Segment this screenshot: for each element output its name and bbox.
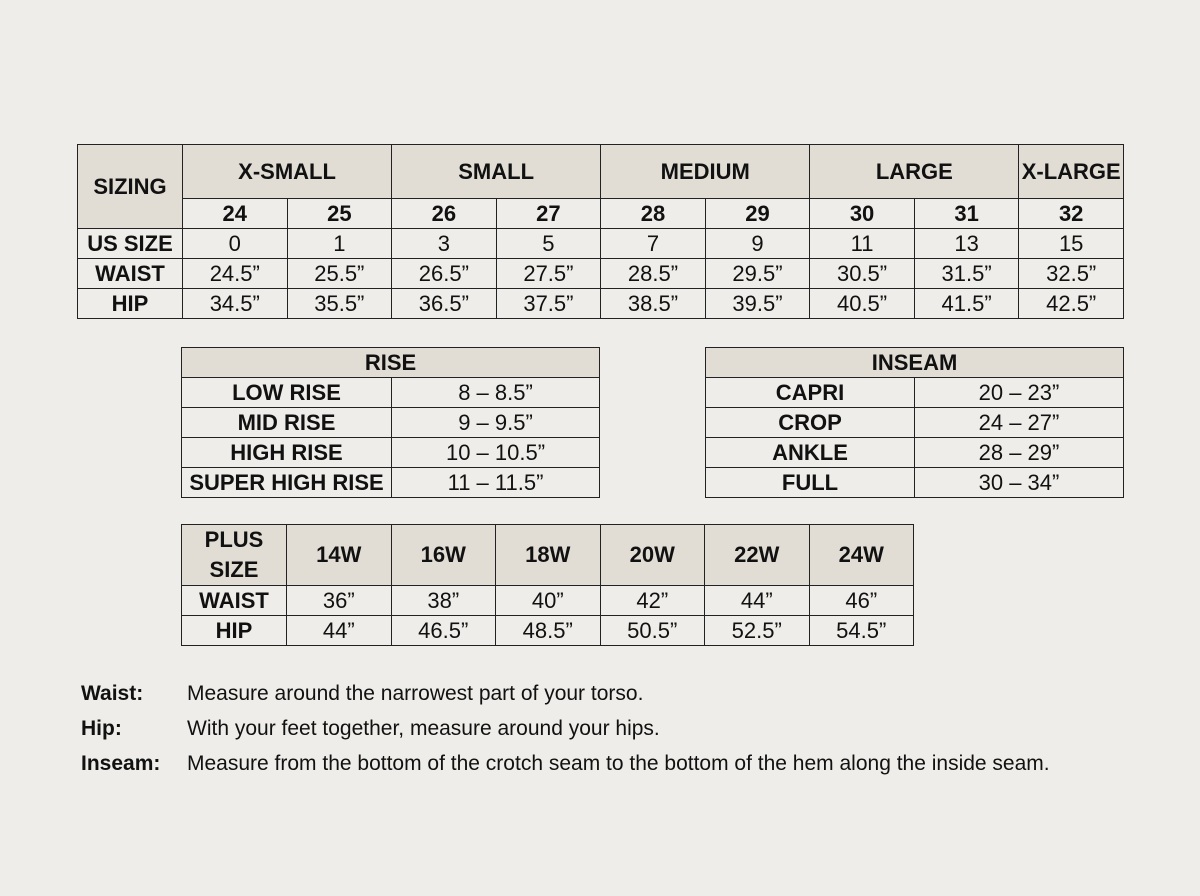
rise-title: RISE (182, 348, 600, 378)
note-term: Inseam: (81, 751, 161, 775)
table-cell: 34.5” (183, 289, 288, 319)
inseam-table (705, 347, 1124, 498)
table-cell: 1 (287, 229, 392, 259)
inseam-label: CAPRI (706, 378, 915, 408)
table-cell: 30.5” (810, 259, 915, 289)
table-cell: 13 (914, 229, 1019, 259)
table-cell: 54.5” (809, 616, 914, 646)
size-number: 28 (601, 199, 706, 229)
table-cell: 5 (496, 229, 601, 259)
inseam-value: 20 – 23” (915, 378, 1124, 408)
rise-value: 10 – 10.5” (392, 438, 600, 468)
table-cell: 36.5” (392, 289, 497, 319)
inseam-title: INSEAM (706, 348, 1124, 378)
table-cell: 3 (392, 229, 497, 259)
table-cell: 42.5” (1019, 289, 1124, 319)
table-cell: 36” (287, 586, 392, 616)
inseam-value: 24 – 27” (915, 408, 1124, 438)
sizing-corner-label: SIZING (78, 145, 183, 229)
note-waist (81, 676, 1161, 711)
inseam-label: CROP (706, 408, 915, 438)
table-cell: 26.5” (392, 259, 497, 289)
table-cell: 35.5” (287, 289, 392, 319)
table-cell: 44” (287, 616, 392, 646)
row-label-waist: WAIST (78, 259, 183, 289)
row-label-hip: HIP (182, 616, 287, 646)
plus-label-line2: SIZE (209, 557, 259, 582)
note-text: With your feet together, measure around your hips. (187, 716, 660, 740)
table-row (182, 378, 600, 408)
table-cell: 48.5” (496, 616, 601, 646)
plus-size-header: 14W (287, 525, 392, 586)
plus-size-table (181, 524, 914, 646)
table-row (706, 378, 1124, 408)
row-label-us-size: US SIZE (78, 229, 183, 259)
row-label-waist: WAIST (182, 586, 287, 616)
inseam-label: FULL (706, 468, 915, 498)
table-cell: 28.5” (601, 259, 706, 289)
table-cell: 40.5” (810, 289, 915, 319)
inseam-label: ANKLE (706, 438, 915, 468)
size-number: 32 (1019, 199, 1124, 229)
table-cell: 0 (183, 229, 288, 259)
size-number: 24 (183, 199, 288, 229)
plus-size-header: 16W (391, 525, 496, 586)
table-cell: 25.5” (287, 259, 392, 289)
table-row (182, 586, 914, 616)
table-cell: 9 (705, 229, 810, 259)
plus-size-corner-label (182, 525, 287, 586)
rise-label: HIGH RISE (182, 438, 392, 468)
rise-value: 11 – 11.5” (392, 468, 600, 498)
size-number: 25 (287, 199, 392, 229)
table-cell: 38” (391, 586, 496, 616)
table-cell: 50.5” (600, 616, 705, 646)
plus-size-header: 20W (600, 525, 705, 586)
table-row (706, 408, 1124, 438)
size-number: 29 (705, 199, 810, 229)
measurement-notes (81, 676, 1161, 781)
table-cell: 32.5” (1019, 259, 1124, 289)
rise-label: SUPER HIGH RISE (182, 468, 392, 498)
inseam-value: 28 – 29” (915, 438, 1124, 468)
note-text: Measure from the bottom of the crotch seam to the bottom of the hem along the inside seam. (187, 751, 1050, 775)
note-term: Hip: (81, 716, 122, 740)
note-inseam (81, 746, 1161, 781)
table-row (182, 616, 914, 646)
group-small: SMALL (392, 145, 601, 199)
rise-value: 9 – 9.5” (392, 408, 600, 438)
table-row (78, 289, 1124, 319)
table-cell: 38.5” (601, 289, 706, 319)
table-row (706, 468, 1124, 498)
group-x-small: X-SMALL (183, 145, 392, 199)
plus-size-header: 22W (705, 525, 810, 586)
table-cell: 29.5” (705, 259, 810, 289)
table-cell: 41.5” (914, 289, 1019, 319)
table-cell: 52.5” (705, 616, 810, 646)
plus-size-header: 18W (496, 525, 601, 586)
table-row (182, 468, 600, 498)
sizing-table (77, 144, 1124, 319)
size-number: 31 (914, 199, 1019, 229)
table-cell: 11 (810, 229, 915, 259)
note-hip (81, 711, 1161, 746)
table-cell: 7 (601, 229, 706, 259)
group-medium: MEDIUM (601, 145, 810, 199)
table-cell: 46” (809, 586, 914, 616)
table-row (182, 408, 600, 438)
table-cell: 44” (705, 586, 810, 616)
table-row (78, 229, 1124, 259)
note-text: Measure around the narrowest part of your torso. (187, 681, 644, 705)
group-large: LARGE (810, 145, 1019, 199)
table-cell: 27.5” (496, 259, 601, 289)
plus-size-header: 24W (809, 525, 914, 586)
size-number: 30 (810, 199, 915, 229)
rise-label: MID RISE (182, 408, 392, 438)
rise-value: 8 – 8.5” (392, 378, 600, 408)
table-row (78, 259, 1124, 289)
rise-table (181, 347, 600, 498)
size-number: 27 (496, 199, 601, 229)
table-cell: 46.5” (391, 616, 496, 646)
table-cell: 24.5” (183, 259, 288, 289)
size-number: 26 (392, 199, 497, 229)
inseam-value: 30 – 34” (915, 468, 1124, 498)
table-row (182, 438, 600, 468)
table-cell: 37.5” (496, 289, 601, 319)
table-cell: 31.5” (914, 259, 1019, 289)
note-term: Waist: (81, 681, 144, 705)
group-x-large: X-LARGE (1019, 145, 1124, 199)
table-cell: 40” (496, 586, 601, 616)
table-cell: 42” (600, 586, 705, 616)
table-row (706, 438, 1124, 468)
row-label-hip: HIP (78, 289, 183, 319)
plus-label-line1: PLUS (204, 527, 264, 552)
table-cell: 15 (1019, 229, 1124, 259)
table-cell: 39.5” (705, 289, 810, 319)
rise-label: LOW RISE (182, 378, 392, 408)
